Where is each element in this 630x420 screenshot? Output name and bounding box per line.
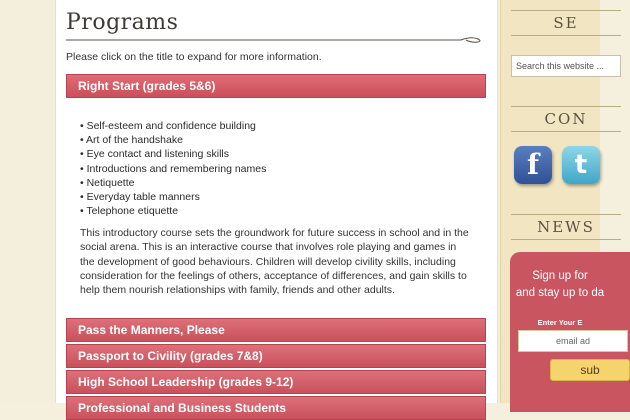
list-item: • Netiquette xyxy=(80,176,266,190)
search-input[interactable]: Search this website ... xyxy=(511,55,621,77)
search-widget-title: SE xyxy=(511,10,621,36)
facebook-icon[interactable]: f xyxy=(514,146,552,184)
skills-list xyxy=(80,119,266,218)
sidebar xyxy=(500,0,605,403)
email-label: Enter Your E xyxy=(537,318,583,327)
newsletter-line-1: Sign up for xyxy=(532,270,588,282)
accordion-title: High School Leadership (grades 9-12) xyxy=(78,375,294,389)
accordion-panel-right-start xyxy=(66,99,486,314)
list-item: • Introductions and remembering names xyxy=(80,162,266,176)
accordion-title: Right Start (grades 5&6) xyxy=(78,79,216,93)
page-title: Programs xyxy=(66,10,179,35)
accordion-title: Professional and Business Students xyxy=(78,401,287,415)
intro-text: Please click on the title to expand for more information. xyxy=(66,51,322,63)
list-item: • Art of the handshake xyxy=(80,133,266,147)
twitter-icon[interactable]: t xyxy=(562,146,600,184)
accordion-pass-the-manners[interactable] xyxy=(66,318,486,342)
newsletter-line-2: and stay up to da xyxy=(515,287,605,299)
course-description: This introductory course sets the groundwork for future success in school and in the social arena. This is an interactive course that involves role playing and games in the development of good behaviours. Children will develop civility skills, including consideration for the feelings of others, acceptance of differences, and gain skills to help them nourish relationships with family, friends and other adults. xyxy=(80,227,469,297)
accordion-high-school-leadership[interactable] xyxy=(66,370,486,394)
main-content xyxy=(55,0,498,415)
newsletter-text xyxy=(510,268,610,302)
accordion-right-start[interactable] xyxy=(66,74,486,98)
list-item: • Everyday table manners xyxy=(80,190,266,204)
accordion-passport-to-civility[interactable] xyxy=(66,344,486,368)
list-item: • Telephone etiquette xyxy=(80,204,266,218)
accordion-title: Pass the Manners, Please xyxy=(78,323,225,337)
connect-widget-title: CON xyxy=(511,106,621,132)
ornament-swirl-icon xyxy=(66,36,486,44)
newsletter-panel xyxy=(510,252,630,412)
accordion-title: Passport to Civility (grades 7&8) xyxy=(78,349,263,363)
list-item: • Eye contact and listening skills xyxy=(80,147,266,161)
email-field[interactable]: email ad xyxy=(518,330,628,352)
subscribe-button[interactable]: sub xyxy=(550,359,630,381)
accordion-professional-students[interactable] xyxy=(66,396,486,420)
list-item: • Self-esteem and confidence building xyxy=(80,119,266,133)
newsletter-widget-title: NEWS xyxy=(511,214,621,240)
